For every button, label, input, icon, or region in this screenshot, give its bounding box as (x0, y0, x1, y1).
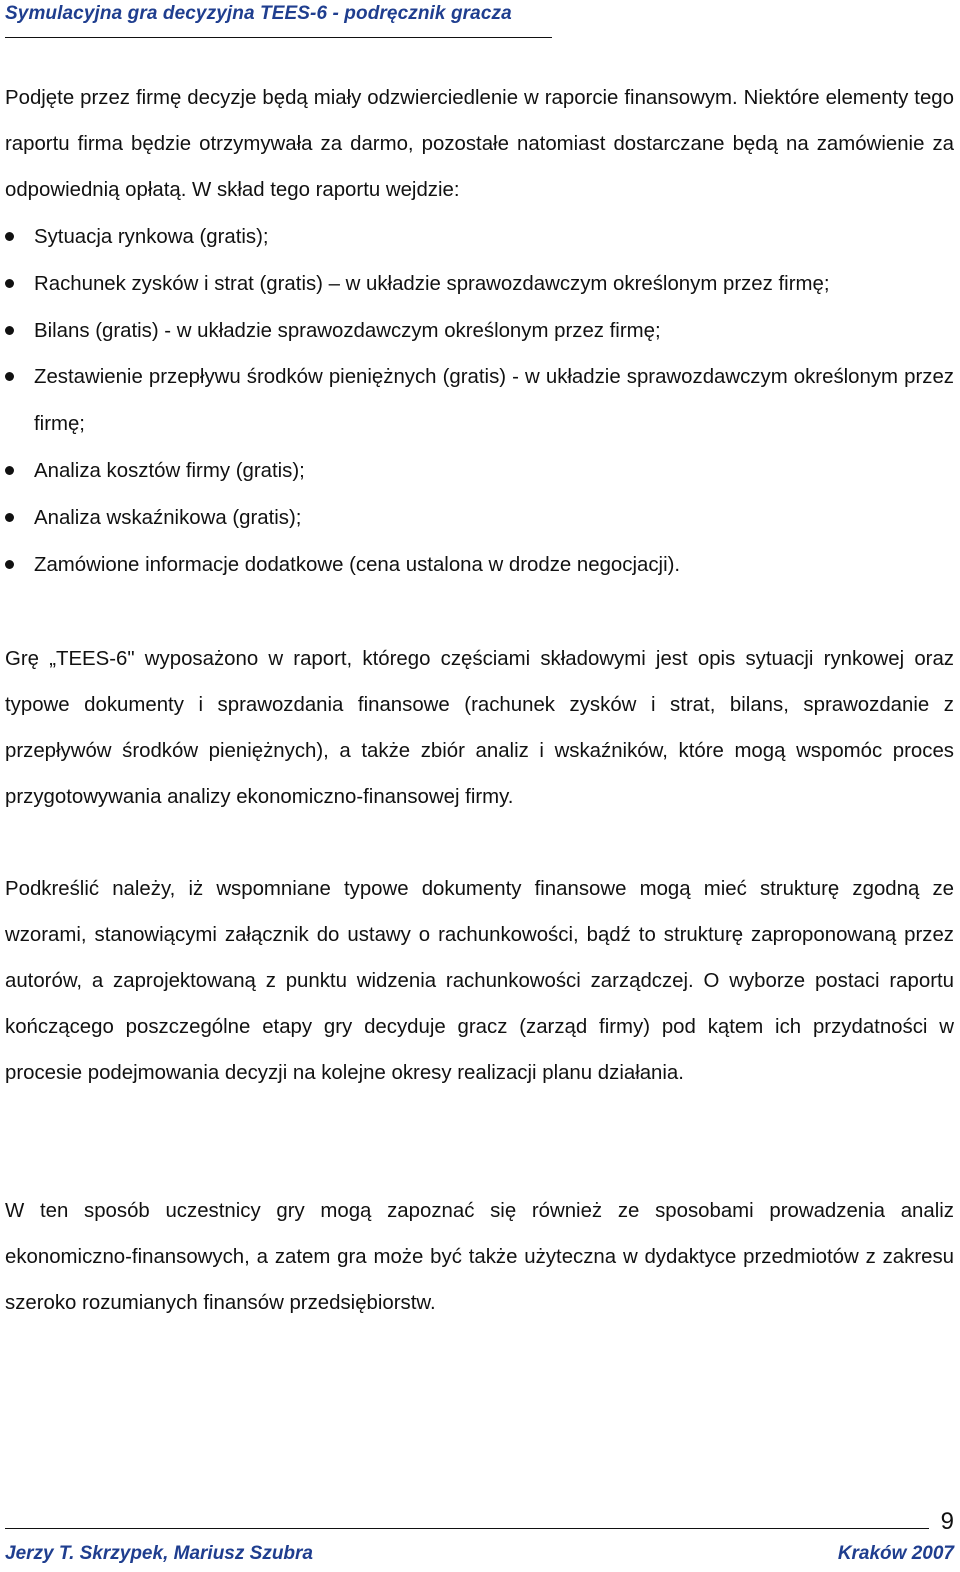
bullet-icon (5, 466, 14, 475)
footer-divider (5, 1528, 929, 1529)
bullet-icon (5, 513, 14, 522)
list-item-text: Zestawienie przepływu środków pieniężnych (gratis) - w układzie sprawozdawczym określonym przez firmę; (34, 366, 954, 436)
header-divider (5, 37, 552, 38)
list-item-text: Analiza kosztów firmy (gratis); (34, 459, 305, 482)
paragraph-report-description (5, 636, 954, 820)
footer-authors: Jerzy T. Skrzypek, Mariusz Szubra (5, 1543, 313, 1564)
list-item (5, 448, 954, 495)
list-item (5, 261, 954, 308)
list-item (5, 308, 954, 355)
list-item-text: Rachunek zysków i strat (gratis) – w układzie sprawozdawczym określonym przez firmę; (34, 272, 830, 295)
list-item-text: Analiza wskaźnikowa (gratis); (34, 506, 302, 529)
bullet-icon (5, 560, 14, 569)
bullet-icon (5, 372, 14, 381)
report-contents-list (5, 214, 954, 588)
paragraph-text: Podkreślić należy, iż wspomniane typowe dokumenty finansowe mogą mieć strukturę zgodną ze wzorami, stanowiącymi załącznik do ustawy o rachunkowości, bądź to strukturę zaproponowaną przez autorów, a zaprojektowaną z punktu widzenia rachunkowości zarządczej. O wyborze postaci raportu kończącego poszczególne etapy gry decyduje gracz (zarząd firmy) pod kątem ich przydatności w procesie podejmowania decyzji na kolejne okresy realizacji planu działania. (5, 878, 954, 1084)
paragraph-text: W ten sposób uczestnicy gry mogą zapoznać się również ze sposobami prowadzenia analiz ekonomiczno-finansowych, a zatem gra może być także użyteczna w dydaktyce przedmiotów z zakresu szeroko rozumianych finansów przedsiębiorstw. (5, 1200, 954, 1314)
list-item-text: Sytuacja rynkowa (gratis); (34, 226, 269, 248)
footer-place-year: Kraków 2007 (837, 1543, 954, 1564)
list-item (5, 354, 954, 448)
intro-text: Podjęte przez firmę decyzje będą miały odzwierciedlenie w raporcie finansowym. Niektóre elementy tego raportu firma będzie otrzymywała za darmo, pozostałe natomiast dostarczane będą na zamówienie za odpowiednią opłatą. W skład tego raportu wejdzie: (5, 87, 954, 201)
paragraph-didactic-use (5, 1188, 954, 1326)
list-item (5, 542, 954, 589)
list-item-text: Zamówione informacje dodatkowe (cena ustalona w drodze negocjacji). (34, 553, 681, 576)
paragraph-document-structure (5, 866, 954, 1096)
bullet-icon (5, 326, 14, 335)
intro-paragraph (5, 75, 954, 213)
list-item (5, 495, 954, 542)
page-number: 9 (940, 1508, 954, 1535)
bullet-icon (5, 232, 14, 241)
list-item-text: Bilans (gratis) - w układzie sprawozdawczym określonym przez firmę; (34, 319, 661, 342)
paragraph-text: Grę „TEES-6" wyposażono w raport, którego częściami składowymi jest opis sytuacji rynkowej oraz typowe dokumenty i sprawozdania finansowe (rachunek zysków i strat, bilans, sprawozdanie z przepływów środków pieniężnych), a także zbiór analiz i wskaźników, które mogą wspomóc proces przygotowywania analizy ekonomiczno-finansowej firmy. (5, 648, 954, 808)
bullet-icon (5, 279, 14, 288)
page-header-title: Symulacyjna gra decyzyjna TEES-6 - podręcznik gracza (5, 3, 512, 24)
list-item (5, 214, 954, 261)
